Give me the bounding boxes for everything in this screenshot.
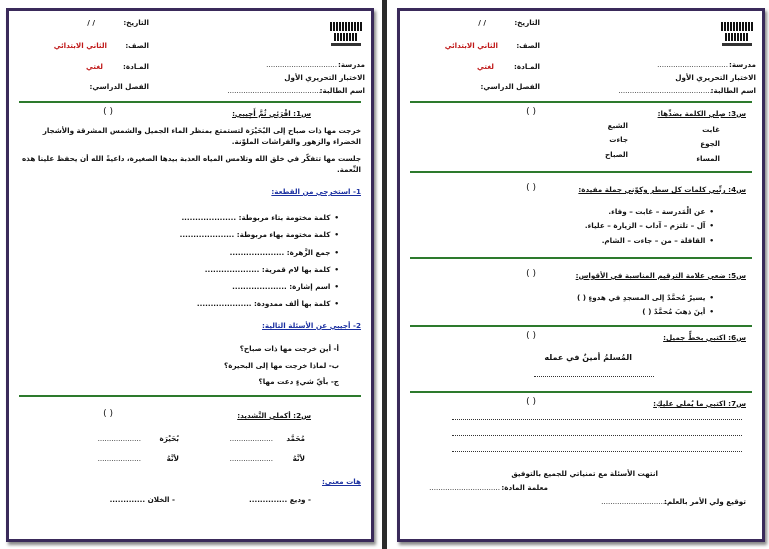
date-label: التاريخ: — [123, 18, 149, 27]
q1-sub1-title: 1- استخرجي من القطعة: — [271, 187, 361, 196]
grade-value: الثاني الابتدائي — [444, 41, 498, 50]
meaning-title: هات معنى: — [322, 477, 361, 486]
passage-paragraph-2: جلست مها تتفكّر في خلق الله وتلامس المياه العذبة بيدها الصغيرة، داعيةً الله أن يحفظ علينا هذه النِّعمة. — [21, 154, 361, 175]
guardian-label: توقيع ولي الأمر بالعلم: — [663, 497, 746, 506]
ministry-logo — [721, 20, 753, 54]
question-item: أ- أين خرجت مها ذات صباح؟ — [239, 344, 339, 353]
grade-label: الصف: — [516, 41, 540, 50]
questions-list — [224, 341, 339, 391]
arrange-item: • عن الْمَدرسة – غابت – وفاء. — [585, 205, 714, 219]
match-word: المساء — [696, 153, 720, 163]
exam-title: الاختبار التحريري الأول — [675, 73, 756, 82]
date-label: التاريخ: — [514, 18, 540, 27]
question-item: ج- بأيّ شيءٍ دعت مها؟ — [258, 377, 339, 387]
match-word: الصباح — [604, 149, 628, 159]
term-label: الفصل الدراسي: — [480, 82, 540, 91]
tashdeed-blank: ................... — [97, 434, 141, 443]
match-column-b — [605, 119, 628, 162]
grade-label: الصف: — [125, 41, 149, 50]
closing-message: انتهت الأسئلة مع تمنياتي للجميع بالتوفيق — [511, 469, 658, 478]
exam-page-1 — [6, 8, 374, 542]
subject-label: المـادة: — [514, 62, 540, 71]
q7-score-box: ( ) — [526, 397, 536, 407]
divider — [19, 101, 361, 103]
divider — [410, 171, 752, 173]
meaning-item: - وديع .............. — [249, 495, 311, 504]
q4-score-box: ( ) — [526, 183, 536, 193]
student-dots: ......................................... — [618, 86, 712, 95]
exam-page-2 — [397, 8, 765, 542]
q3-score-box: ( ) — [526, 107, 536, 117]
tashdeed-word: لأنَّهُ — [166, 454, 179, 463]
q7-label: س7: اكتبي ما يُملى عليكِ: — [653, 399, 746, 408]
school-label: مدرسة: — [337, 60, 365, 69]
teacher-signature-line[interactable]: ............................... — [429, 483, 500, 492]
match-word: غابت — [702, 125, 720, 134]
extract-item: • كلمة مختومة بتاء مربوطة: .................... — [180, 209, 339, 226]
arrange-item: • آل – تلتزم – آداب – الزيارة – علياء. — [585, 219, 714, 233]
dictation-line[interactable] — [452, 451, 742, 452]
arrange-item: • القافلة – من – جاءت – الشام. — [585, 234, 714, 248]
tashdeed-blank: ................... — [97, 454, 141, 463]
extract-item: • كلمة بها ألف ممدودة: .................... — [180, 295, 339, 312]
match-word: جاءت — [609, 135, 628, 145]
school-dots: ............................... — [266, 60, 337, 69]
question-item: ب- لماذا خرجت مها إلى البحيرة؟ — [224, 360, 339, 370]
passage-paragraph-1: خرجت مها ذات صباح إلى البُحَيْرَة لتستمتع بمنظر الماء الجميل والشمس المشرقة والأشجار الخضراء والزهور والفراشات الملوّنة. — [42, 126, 361, 147]
dictation-line[interactable] — [452, 435, 742, 436]
arrange-list — [585, 205, 714, 248]
student-label: اسم الطالبة: — [319, 86, 365, 95]
punctuation-item: • يسيرُ مُحمَّدٌ إلى المسجدِ في هدوءٍ ( ) — [577, 291, 714, 305]
divider — [410, 325, 752, 327]
extract-item: • جمع الزَّهرة: .................... — [180, 244, 339, 261]
teacher-label: معلمة المادة: — [501, 483, 548, 492]
extract-list — [180, 209, 339, 313]
ministry-logo — [330, 20, 362, 54]
extract-item: • اسم إشارة: .................... — [180, 278, 339, 295]
q5-score-box: ( ) — [526, 269, 536, 279]
q4-label: س4: رتِّبي كلمات كل سطر وكوّني جملة مفيدة: — [578, 185, 746, 194]
student-dots: ......................................... — [227, 86, 321, 95]
q1-sub2-title: 2- أجيبي عن الأسئلة التالية: — [262, 321, 361, 330]
subject-value: لغتي — [86, 62, 103, 71]
tashdeed-word: بُحَيْرَة — [159, 434, 179, 443]
subject-label: المـادة: — [123, 62, 149, 71]
divider — [19, 395, 361, 397]
subject-value: لغتي — [477, 62, 494, 71]
calligraphy-sentence: المُسلمُ أمينٌ في عمله — [544, 353, 632, 362]
q3-label: س3: صِلي الكلمة بضدِّها: — [657, 109, 746, 118]
student-label: اسم الطالبة: — [710, 86, 756, 95]
meaning-item: - الخلان ............. — [109, 495, 175, 504]
extract-item: • كلمة بها لام قمرية: .................... — [180, 261, 339, 278]
date-slashes: / / — [478, 18, 486, 27]
match-word: الشبع — [607, 121, 628, 130]
divider — [410, 391, 752, 393]
q2-label: س2: أكملي التَّشديد: — [237, 411, 311, 420]
q1-label: س1: اقْرَئِي ثُمَّ أَجِيبي: — [232, 109, 311, 118]
school-dots: ............................... — [657, 60, 728, 69]
q2-score-box: ( ) — [103, 409, 113, 419]
guardian-signature-line[interactable]: ............................... — [601, 497, 672, 506]
page-gutter — [378, 0, 392, 549]
grade-value: الثاني الابتدائي — [53, 41, 107, 50]
school-label: مدرسة: — [728, 60, 756, 69]
dictation-line[interactable] — [452, 419, 742, 420]
divider — [410, 101, 752, 103]
extract-item: • كلمة مختومة بهاء مربوطة: .................... — [180, 226, 339, 243]
exam-title: الاختبار التحريري الأول — [284, 73, 365, 82]
q6-label: س6: اكتبي بخطٍّ جميل: — [663, 333, 746, 342]
writing-line[interactable] — [534, 376, 654, 377]
tashdeed-blank: ................... — [229, 454, 273, 463]
term-label: الفصل الدراسي: — [89, 82, 149, 91]
tashdeed-blank: ................... — [229, 434, 273, 443]
q1-score-box: ( ) — [103, 107, 113, 117]
match-column-a — [696, 123, 720, 166]
q6-score-box: ( ) — [526, 331, 536, 341]
tashdeed-word: مُحَمَّد — [286, 434, 305, 443]
q5-label: س5: ضعي علامة الترقيم المناسبة في الأقواس: — [575, 271, 746, 280]
match-word: الجوع — [700, 139, 720, 149]
divider — [410, 257, 752, 259]
date-slashes: / / — [87, 18, 95, 27]
tashdeed-word: لأنَّهُ — [292, 454, 305, 463]
punctuation-item: • أينَ ذهبَ مُحمَّدٌ ( ) — [577, 305, 714, 319]
punctuation-list — [577, 291, 714, 320]
